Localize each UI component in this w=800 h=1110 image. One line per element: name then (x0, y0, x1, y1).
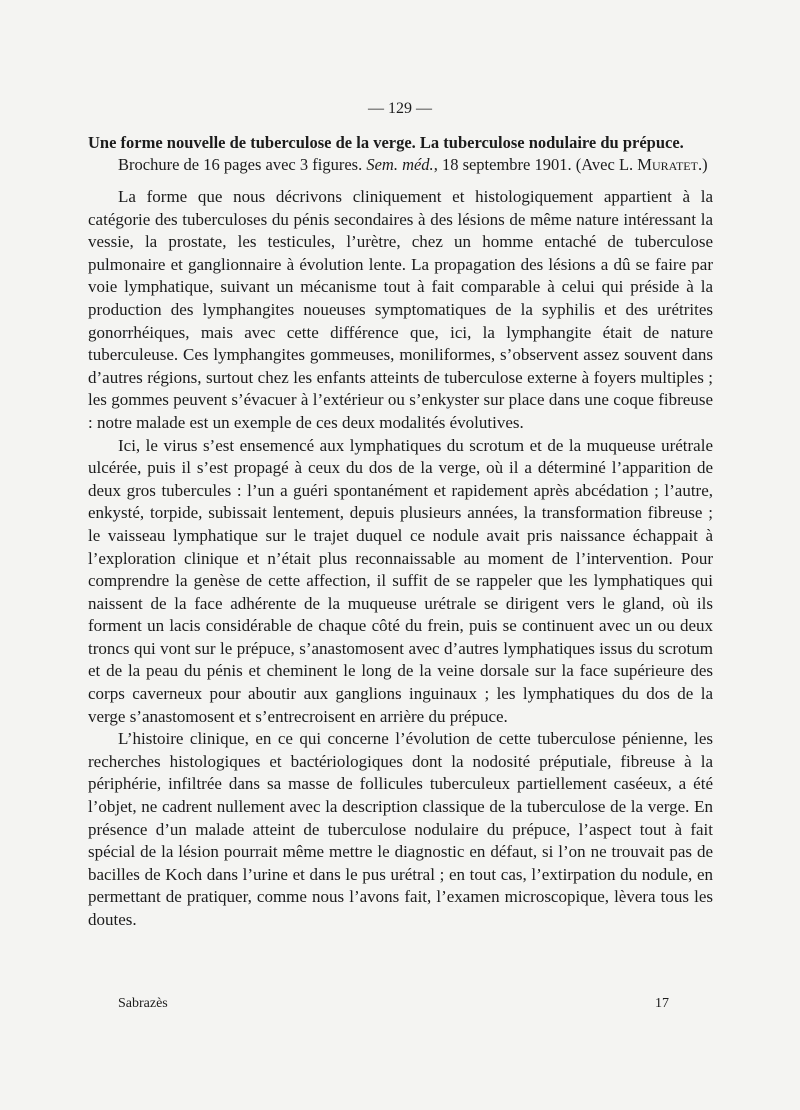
publication-reference (118, 155, 738, 175)
article-title: Une forme nouvelle de tuberculose de la verge. La tuberculose nodulaire du prépuce. (88, 133, 684, 152)
reference-prefix: Brochure de 16 pages avec 3 figures. (118, 155, 367, 174)
page-number: — 129 — (368, 100, 432, 117)
journal-name: Sem. méd. (366, 155, 434, 174)
reference-date: , 18 septembre 1901. (Avec L. (433, 155, 638, 174)
paragraph-3: L’histoire clinique, en ce qui concerne l’évolution de cette tuberculose pénienne, les recherches histologiques et bactériologiques dont la nodosité préputiale, fibreuse à la périphérie, infiltrée dans sa masse de follicules tuberculeux partiellement caséeux, a été l’objet, ne cadrent nullement avec la description classique de la tuberculose de la verge. En présence d’un malade atteint de tuberculose nodulaire du prépuce, l’aspect tout à fait spécial de la lésion pourrait même mettre le diagnostic en défaut, si l’on ne trouvait pas de bacilles de Koch dans l’urine et dans le pus urétral ; en tout cas, l’extirpation du nodule, en permettant de pratiquer, comme nous l’avons fait, l’examen microscopique, lèvera tous les doutes. (88, 729, 713, 929)
page-footer (0, 996, 800, 1018)
reference-suffix: .) (697, 155, 708, 174)
footer-author: Sabrazès (118, 996, 168, 1011)
sheet-number: 17 (655, 996, 669, 1011)
paragraph-2: Ici, le virus s’est ensemencé aux lymphatiques du scrotum et de la muqueuse urétrale ulcérée, puis il s’est propagé à ceux du dos de la verge, où il a déterminé l’apparition de deux gros tubercules : l’un a guéri spontanément et rapidement après abcédation ; l’autre, enkysté, torpide, subissait lentement, depuis plusieurs années, la transformation fibreuse ; le vaisseau lymphatique sur le trajet duquel ce nodule avait pris naissance échappait à l’exploration clinique et n’était plus reconnaissable au moment de l’intervention. Pour comprendre la genèse de cette affection, il suffit de se rappeler que les lymphatiques qui naissent de la face adhérente de la muqueuse urétrale se dirigent vers le gland, où ils forment un lacis considérable de chaque côté du frein, puis se continuent avec un ou deux troncs qui vont sur le prépuce, s’anastomosent avec d’autres lymphatiques issus du scrotum et de la peau du pénis et cheminent le long de la veine dorsale sur la face supérieure des corps caverneux pour aboutir aux ganglions inguinaux ; les lymphatiques du dos de la verge s’anastomosent et s’entrecroisent en arrière du prépuce. (88, 435, 713, 726)
paragraph-1: La forme que nous décrivons cliniquement et histologiquement appartient à la catégorie des tuberculoses du pénis secondaires à des lésions de même nature intéressant la vessie, la prostate, les testicules, l’urètre, chez un homme entaché de tuberculose pulmonaire et ganglionnaire à évolution lente. La propagation des lésions a dû se faire par voie lymphatique, suivant un mécanisme tout à fait comparable à celui qui préside à la production des lymphangites noueuses symptomatiques de la syphilis et des urétrites gonorrhéiques, mais avec cette différence que, ici, la lymphangite était de nature tuberculeuse. Ces lymphangites gommeuses, moniliformes, s’observent assez souvent dans d’autres régions, surtout chez les enfants atteints de tuberculose externe à foyers multiples ; les gommes peuvent s’évacuer à l’extérieur ou s’enkyster sur place dans une coque fibreuse : notre malade est un exemple de ces deux modalités évolutives. (88, 187, 713, 432)
coauthor-name: Muratet (637, 155, 698, 174)
body-text (88, 186, 713, 932)
